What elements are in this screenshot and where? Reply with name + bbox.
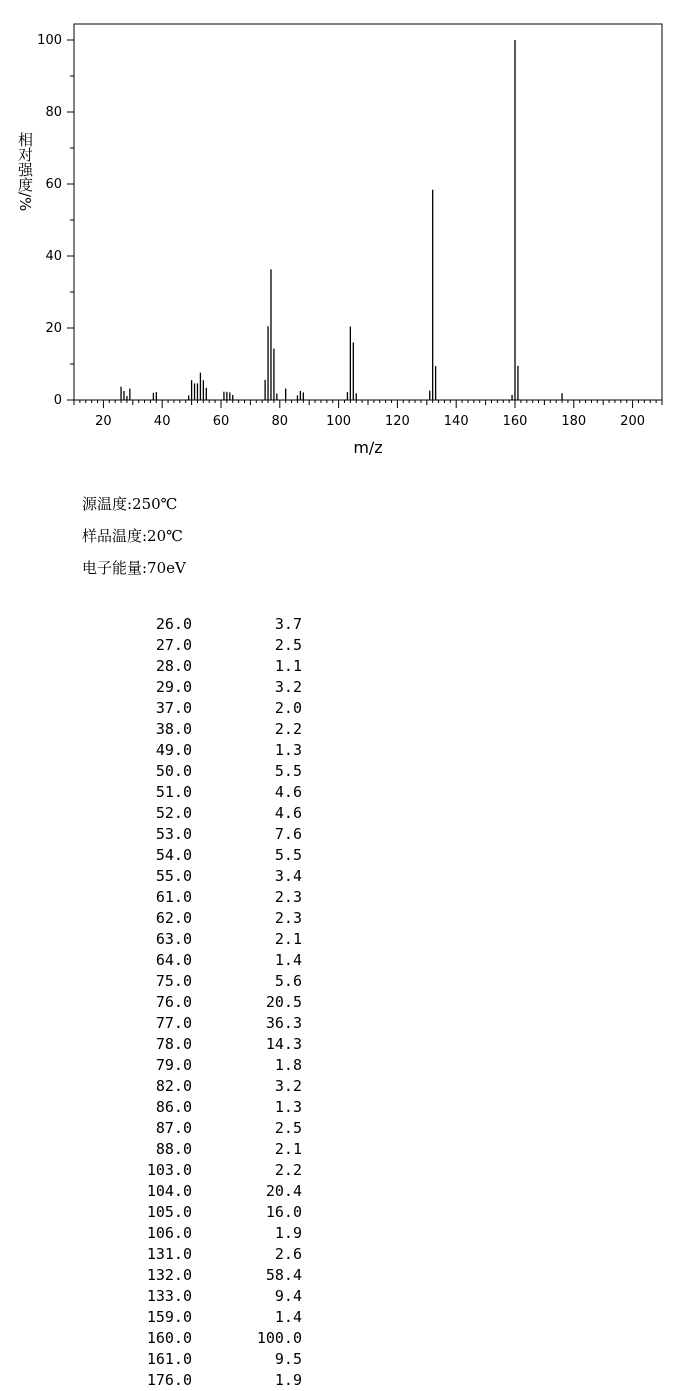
table-row — [112, 1328, 302, 1349]
table-row — [112, 1244, 302, 1265]
intensity-cell: 58.4 — [265, 1266, 302, 1284]
plot-frame — [74, 24, 662, 400]
table-row — [112, 1265, 302, 1286]
table-row — [112, 866, 302, 887]
mz-cell: 131.0 — [146, 1245, 192, 1263]
mz-cell: 159.0 — [146, 1308, 192, 1326]
mz-cell: 37.0 — [155, 699, 192, 717]
mz-cell: 88.0 — [155, 1140, 192, 1158]
intensity-cell: 3.2 — [274, 678, 302, 696]
intensity-cell: 1.4 — [274, 1308, 302, 1326]
x-axis-label: m/z — [353, 438, 383, 457]
table-row — [112, 1370, 302, 1391]
mz-cell: 82.0 — [155, 1077, 192, 1095]
intensity-cell: 1.3 — [274, 741, 302, 759]
table-row — [112, 908, 302, 929]
mz-cell: 51.0 — [155, 783, 192, 801]
peak-series — [121, 40, 562, 400]
mz-cell: 54.0 — [155, 846, 192, 864]
mz-cell: 29.0 — [155, 678, 192, 696]
table-row — [112, 1223, 302, 1244]
table-row — [112, 929, 302, 950]
intensity-cell: 9.5 — [274, 1350, 302, 1368]
table-row — [112, 761, 302, 782]
y-tick-label: 0 — [53, 393, 62, 408]
y-axis — [37, 33, 74, 408]
intensity-cell: 20.5 — [265, 993, 302, 1011]
mz-cell: 105.0 — [146, 1203, 192, 1221]
mz-cell: 160.0 — [146, 1329, 192, 1347]
table-row — [112, 803, 302, 824]
x-tick-label: 180 — [561, 414, 587, 429]
intensity-cell: 100.0 — [256, 1329, 302, 1347]
intensity-cell: 20.4 — [265, 1182, 302, 1200]
mz-cell: 52.0 — [155, 804, 192, 822]
intensity-cell: 4.6 — [274, 783, 302, 801]
x-tick-label: 140 — [443, 414, 469, 429]
intensity-cell: 3.2 — [274, 1077, 302, 1095]
table-row — [112, 887, 302, 908]
mz-cell: 104.0 — [146, 1182, 192, 1200]
intensity-cell: 3.7 — [274, 615, 302, 633]
intensity-cell: 5.6 — [274, 972, 302, 990]
intensity-cell: 2.3 — [274, 909, 302, 927]
table-row — [112, 677, 302, 698]
table-row — [112, 1181, 302, 1202]
x-tick-label: 160 — [502, 414, 528, 429]
table-row — [112, 635, 302, 656]
mz-cell: 50.0 — [155, 762, 192, 780]
intensity-cell: 2.2 — [274, 1161, 302, 1179]
mz-cell: 132.0 — [146, 1266, 192, 1284]
y-tick-label: 60 — [45, 177, 62, 192]
mz-cell: 161.0 — [146, 1350, 192, 1368]
x-tick-label: 40 — [153, 414, 171, 429]
table-row — [112, 950, 302, 971]
mz-cell: 38.0 — [155, 720, 192, 738]
mz-cell: 87.0 — [155, 1119, 192, 1137]
table-row — [112, 656, 302, 677]
intensity-cell: 4.6 — [274, 804, 302, 822]
intensity-cell: 1.1 — [274, 657, 302, 675]
table-row — [112, 1055, 302, 1076]
table-row — [112, 1097, 302, 1118]
table-row — [112, 1139, 302, 1160]
intensity-cell: 2.0 — [274, 699, 302, 717]
mz-cell: 26.0 — [155, 615, 192, 633]
intensity-cell: 1.8 — [274, 1056, 302, 1074]
x-tick-label: 100 — [326, 414, 352, 429]
mz-cell: 62.0 — [155, 909, 192, 927]
x-tick-label: 20 — [95, 414, 112, 429]
table-row — [112, 1118, 302, 1139]
intensity-cell: 3.4 — [274, 867, 302, 885]
table-row — [112, 992, 302, 1013]
source-temperature: 源温度:250℃ — [82, 495, 178, 513]
intensity-cell: 2.1 — [274, 1140, 302, 1158]
table-row — [112, 719, 302, 740]
table-row — [112, 971, 302, 992]
table-row — [112, 740, 302, 761]
y-axis-label: 相对强度/% — [16, 132, 34, 212]
mz-cell: 106.0 — [146, 1224, 192, 1242]
intensity-cell: 2.1 — [274, 930, 302, 948]
electron-energy: 电子能量:70eV — [82, 559, 186, 577]
conditions-block — [82, 492, 186, 588]
intensity-cell: 9.4 — [274, 1287, 302, 1305]
mz-cell: 55.0 — [155, 867, 192, 885]
mz-cell: 63.0 — [155, 930, 192, 948]
intensity-cell: 2.2 — [274, 720, 302, 738]
mz-cell: 78.0 — [155, 1035, 192, 1053]
mz-cell: 28.0 — [155, 657, 192, 675]
peak-table — [112, 614, 302, 1391]
mz-cell: 75.0 — [155, 972, 192, 990]
y-tick-label: 40 — [45, 249, 62, 264]
table-row — [112, 1013, 302, 1034]
mz-cell: 133.0 — [146, 1287, 192, 1305]
mz-cell: 79.0 — [155, 1056, 192, 1074]
intensity-cell: 2.5 — [274, 636, 302, 654]
mz-cell: 176.0 — [146, 1371, 192, 1389]
mz-cell: 27.0 — [155, 636, 192, 654]
table-row — [112, 1202, 302, 1223]
x-tick-label: 60 — [212, 414, 230, 429]
y-tick-label: 20 — [45, 321, 62, 336]
intensity-cell: 16.0 — [265, 1203, 302, 1221]
intensity-cell: 7.6 — [274, 825, 302, 843]
x-tick-label: 120 — [384, 414, 410, 429]
mz-cell: 76.0 — [155, 993, 192, 1011]
table-row — [112, 1307, 302, 1328]
intensity-cell: 2.6 — [274, 1245, 302, 1263]
y-tick-label: 100 — [37, 33, 62, 48]
mz-cell: 49.0 — [155, 741, 192, 759]
y-tick-label: 80 — [45, 105, 62, 120]
table-row — [112, 1076, 302, 1097]
intensity-cell: 5.5 — [274, 762, 302, 780]
table-row — [112, 824, 302, 845]
table-row — [112, 845, 302, 866]
mz-cell: 103.0 — [146, 1161, 192, 1179]
mz-cell: 64.0 — [155, 951, 192, 969]
x-tick-label: 80 — [271, 414, 289, 429]
mass-spectrum-chart — [0, 0, 687, 470]
table-row — [112, 1349, 302, 1370]
table-row — [112, 1034, 302, 1055]
intensity-cell: 1.9 — [274, 1371, 302, 1389]
x-tick-label: 200 — [620, 414, 646, 429]
intensity-cell: 1.3 — [274, 1098, 302, 1116]
table-row — [112, 614, 302, 635]
intensity-cell: 2.3 — [274, 888, 302, 906]
table-row — [112, 782, 302, 803]
intensity-cell: 2.5 — [274, 1119, 302, 1137]
mz-cell: 61.0 — [155, 888, 192, 906]
table-row — [112, 1160, 302, 1181]
mz-cell: 77.0 — [155, 1014, 192, 1032]
intensity-cell: 1.4 — [274, 951, 302, 969]
intensity-cell: 14.3 — [265, 1035, 302, 1053]
table-row — [112, 698, 302, 719]
mz-cell: 53.0 — [155, 825, 192, 843]
intensity-cell: 5.5 — [274, 846, 302, 864]
intensity-cell: 36.3 — [265, 1014, 302, 1032]
intensity-cell: 1.9 — [274, 1224, 302, 1242]
sample-temperature: 样品温度:20℃ — [82, 527, 183, 545]
table-row — [112, 1286, 302, 1307]
x-axis — [74, 400, 662, 429]
mz-cell: 86.0 — [155, 1098, 192, 1116]
